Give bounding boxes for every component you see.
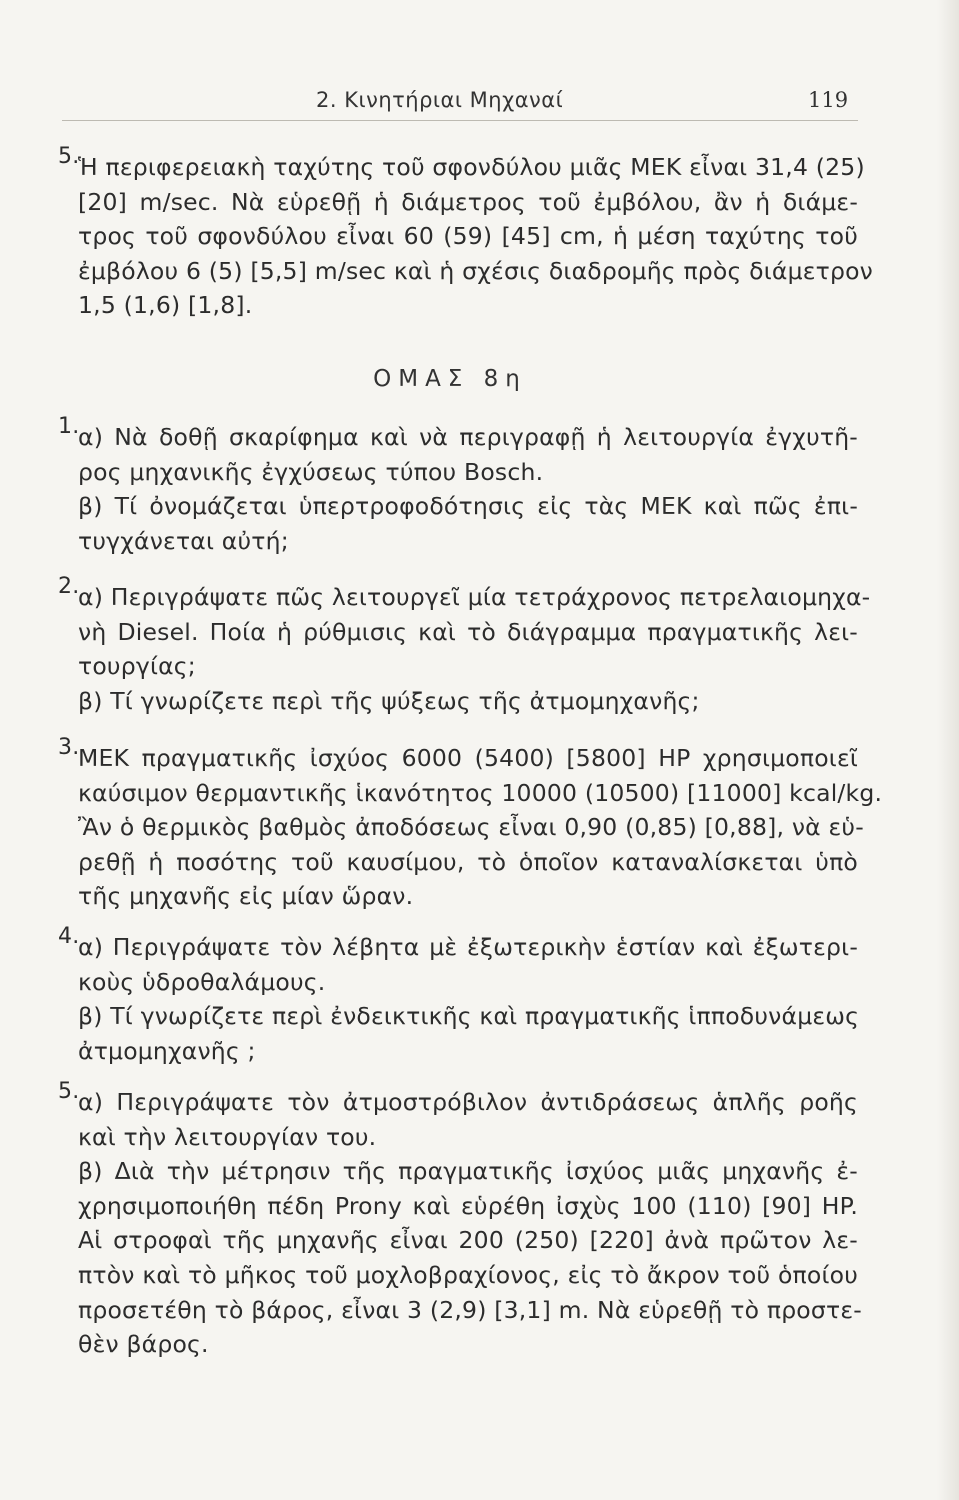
text-line: α) Περιγράψατε πῶς λειτουργεῖ μία τετράχρονος πετρελαιομηχα- [78,583,871,611]
text-line: νὴ Diesel. Ποία ἡ ρύθμισις καὶ τὸ διάγραμμα πραγματικῆς λει- [78,617,858,646]
page-edge-shadow [937,0,959,1500]
running-head: 2. Κινητήριαι Μηχαναί [316,88,564,112]
text-line: τρος τοῦ σφονδύλου εἶναι 60 (59) [45] cm, ἡ μέση ταχύτης τοῦ [78,222,858,251]
text-line: ἐμβόλου 6 (5) [5,5] m/sec καὶ ἡ σχέσις διαδρομῆς πρὸς διάμετρον [78,256,873,285]
exercise-item [58,574,871,718]
header-rule [62,120,858,121]
exercise-1 [58,414,858,558]
text-line: χρησιμοποιήθη πέδη Prony καὶ εὑρέθη ἰσχὺς 100 (110) [90] HP. [78,1191,858,1220]
exercise-number: 5. [58,144,80,169]
text-line: α) Νὰ δοθῇ σκαρίφημα καὶ νὰ περιγραφῇ ἡ λειτουργία ἐγχυτῆ- [78,423,858,451]
exercise-5-previous-group [58,144,873,323]
text-line: προσετέθη τὸ βάρος, εἶναι 3 (2,9) [3,1] m. Νὰ εὑρεθῇ τὸ προστε- [78,1295,862,1324]
text-line: β) Διὰ τὴν μέτρησιν τῆς πραγματικῆς ἰσχύος μιᾶς μηχανῆς ἐ- [78,1157,858,1186]
text-line: πτὸν καὶ τὸ μῆκος τοῦ μοχλοβραχίονος, εἰς τὸ ἄκρον τοῦ ὁποίου [78,1260,858,1289]
text-line: θὲν βάρος. [78,1330,209,1359]
text-line: καὶ τὴν λειτουργίαν του. [78,1122,377,1151]
text-line: β) Τί ὀνομάζεται ὑπερτροφοδότησις εἰς τὰς ΜΕΚ καὶ πῶς ἐπι- [78,492,858,521]
text-line: α) Περιγράψατε τὸν ἀτμοστρόβιλον ἀντιδράσεως ἁπλῆς ροῆς [78,1088,858,1116]
exercise-item [58,1079,862,1362]
exercise-number: 5. [58,1079,80,1104]
exercise-5 [58,1079,862,1362]
exercise-2 [58,574,871,718]
text-line: β) Τί γνωρίζετε περὶ τῆς ψύξεως τῆς ἀτμομηχανῆς; [78,686,700,715]
exercise-item [58,924,860,1068]
text-line: καύσιμον θερμαντικῆς ἱκανότητος 10000 (10500) [11000] kcal/kg. [78,778,883,807]
text-line: ΜΕΚ πραγματικῆς ἰσχύος 6000 (5400) [5800] HP χρησιμοποιεῖ [78,744,858,772]
text-line: ρος μηχανικῆς ἐγχύσεως τύπου Bosch. [78,457,544,486]
exercise-number: 2. [58,574,80,599]
text-line: τυγχάνεται αὐτή; [78,526,289,555]
text-line: 1,5 (1,6) [1,8]. [78,291,253,320]
exercise-4 [58,924,860,1068]
text-line: ρεθῇ ἡ ποσότης τοῦ καυσίμου, τὸ ὁποῖον καταναλίσκεται ὑπὸ [78,847,858,876]
exercise-number: 1. [58,414,80,439]
page-number: 119 [808,88,849,112]
exercise-item [58,414,858,558]
text-line: β) Τί γνωρίζετε περὶ ἐνδεικτικῆς καὶ πραγματικῆς ἱπποδυνάμεως [78,1002,860,1031]
text-line: κοὺς ὑδροθαλάμους. [78,967,326,996]
section-title: ΟΜΑΣ 8η [373,366,527,392]
exercise-3 [58,735,883,914]
text-line: α) Περιγράψατε τὸν λέβητα μὲ ἐξωτερικὴν ἑστίαν καὶ ἐξωτερι- [78,933,858,961]
text-line: Ἡ περιφερειακὴ ταχύτης τοῦ σφονδύλου μιᾶς ΜΕΚ εἶναι 31,4 (25) [78,153,865,181]
text-line: Αἱ στροφαὶ τῆς μηχανῆς εἶναι 200 (250) [220] ἀνὰ πρῶτον λε- [78,1226,858,1255]
exercise-number: 3. [58,735,80,760]
text-line: Ἂν ὁ θερμικὸς βαθμὸς ἀποδόσεως εἶναι 0,90 (0,85) [0,88], νὰ εὑ- [78,813,864,842]
text-line: ἀτμομηχανῆς ; [78,1036,256,1065]
text-line: τουργίας; [78,652,196,681]
exercise-number: 4. [58,924,80,949]
text-line: τῆς μηχανῆς εἰς μίαν ὥραν. [78,882,414,911]
exercise-item [58,735,883,914]
exercise-item [58,144,873,323]
text-line: [20] m/sec. Νὰ εὑρεθῇ ἡ διάμετρος τοῦ ἐμβόλου, ἂν ἡ διάμε- [78,187,858,216]
